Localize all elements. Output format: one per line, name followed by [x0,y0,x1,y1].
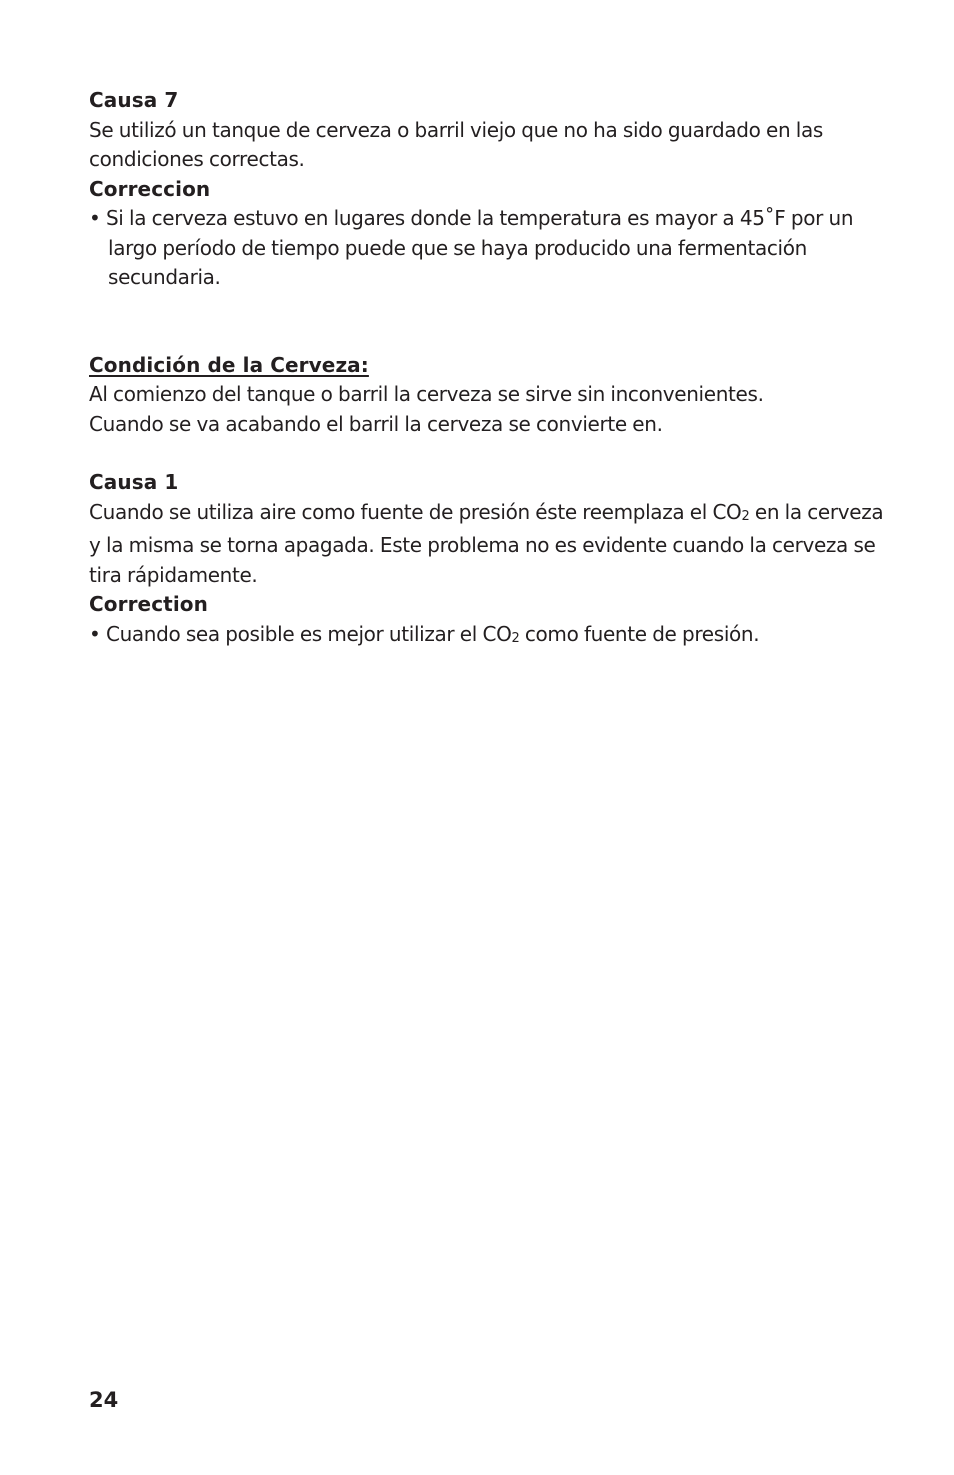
cause-1-heading: Causa 1 [89,470,179,494]
correction-heading: Correction [89,592,208,616]
co2-subscript: 2 [741,508,750,524]
correccion-bullet-line-1: • Si la cerveza estuvo en lugares donde la temperatura es mayor a 45˚F por un [89,206,854,230]
condition-text-line-2: Cuando se va acabando el barril la cerveza se convierte en. [89,411,663,436]
section-spacer [89,293,879,351]
cause-7-heading: Causa 7 [89,88,179,112]
condition-heading: Condición de la Cerveza: [89,352,369,377]
correction-bullet-line [89,620,879,654]
correccion-heading: Correccion [89,176,211,201]
cause-7-text-line-1: Se utilizó un tanque de cerveza o barril viejo que no ha sido guardado en las [89,117,823,142]
cause-7-text-line-2: condiciones correctas. [89,147,305,171]
cause-1-text-line-3: tira rápidamente. [89,562,258,587]
correction-text-before-sub: • Cuando sea posible es mejor utilizar el CO [89,621,512,646]
page-number: 24 [89,1388,119,1412]
page-content [89,86,884,653]
co2-subscript: 2 [511,630,520,646]
paragraph-spacer [89,439,879,468]
cause-1-text-after-sub: en la cerveza [749,499,884,524]
correction-text-after-sub: como fuente de presión. [519,621,760,646]
cause-1-text-before-sub: Cuando se utiliza aire como fuente de presión éste reemplaza el CO [89,499,742,524]
cause-1-text-line-1 [89,498,884,532]
cause-1-text-line-2: y la misma se torna apagada. Este problema no es evidente cuando la cerveza se [89,533,876,557]
condition-text-line-1: Al comienzo del tanque o barril la cerveza se sirve sin inconvenientes. [89,382,764,406]
correccion-bullet-line-3: secundaria. [108,265,221,289]
correccion-bullet-line-2: largo período de tiempo puede que se haya producido una fermentación [108,235,807,260]
